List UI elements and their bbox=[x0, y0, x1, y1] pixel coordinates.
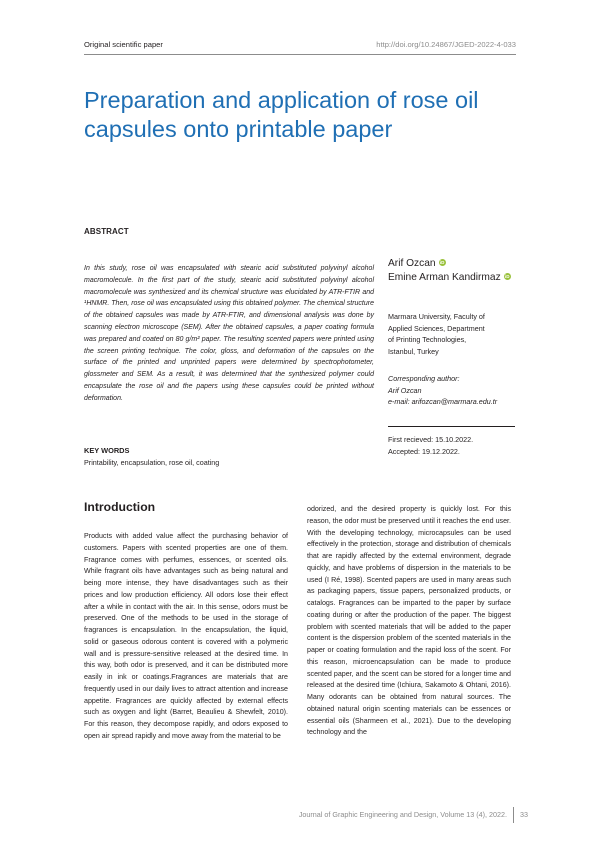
dates-divider bbox=[388, 426, 515, 427]
corresponding-email[interactable]: e-mail: arifozcan@marmara.edu.tr bbox=[388, 397, 498, 407]
introduction-column-1 bbox=[84, 531, 288, 743]
article-category: Original scientific paper bbox=[84, 40, 163, 49]
affiliation-line: Istanbul, Turkey bbox=[388, 347, 439, 357]
keywords-text: Printability, encapsulation, rose oil, coating bbox=[84, 458, 220, 467]
header-divider bbox=[84, 54, 516, 55]
affiliation-line: Marmara University, Faculty of bbox=[388, 312, 485, 321]
author-2-name: Emine Arman Kandirmaz bbox=[388, 272, 501, 283]
keywords-heading: KEY WORDS bbox=[84, 446, 130, 455]
abstract-text: In this study, rose oil was encapsulated with stearic acid substituted polyvinyl alcohol macromolecule. In the first part of the study, stearic acid substituted polyvinyl alcohol macromolecule was synthesized and its chemical structure was elucidated by ATR-FTIR and ¹HNMR. Then, rose oil was encapsulated using this obtained polymer. The chemical structure of the obtained capsules was made by ATR-FTIR, and dimensional analysis was done by scanning electron microscope (SEM). After the obtained capsules, a paper coating formula was prepared and coated on 80 g/m² paper. The resulting scented papers were printed using the screen printing technique. The color, gloss, and deformation of the capsules on the surface of the printed and unprinted papers were determined by spectrophotometer, glossmeter and SEM. As a result, it was determined that the synthesized polymer could encapsulate the rose oil and the papers using these capsules could be printed without deformation. bbox=[84, 265, 374, 402]
page-number: 33 bbox=[520, 810, 528, 819]
orcid-icon[interactable]: iD bbox=[504, 274, 510, 279]
corresponding-label: Corresponding author: bbox=[388, 374, 460, 383]
introduction-column-2 bbox=[307, 504, 511, 739]
affiliation-line: Applied Sciences, Department bbox=[388, 323, 485, 333]
author-1 bbox=[388, 258, 446, 269]
orcid-icon[interactable]: iD bbox=[439, 260, 445, 265]
article-dates bbox=[388, 434, 473, 457]
affiliation-line: of Printing Technologies, bbox=[388, 335, 467, 345]
doi-link[interactable]: http://doi.org/10.24867/JGED-2022-4-033 bbox=[376, 40, 516, 49]
author-2 bbox=[388, 272, 511, 283]
paper-title: Preparation and application of rose oil capsules onto printable paper bbox=[84, 87, 479, 142]
body-paragraph: odorized, and the desired property is quickly lost. For this reason, the odor must be preserved until it reaches the end user. With the developing technology, microcapsules can be used effectively in the protection, storage and distribution of chemicals that are rapidly affected by the external environment, degrade quickly, and have problems of dispersion in the materials to be used (I Ré, 1998). Scented papers are used in many areas such as packaging papers, tissue papers, personalized products, or catalogs. Fragrances can be imparted to the paper by surface coating during or after the production of the paper. The biggest problem with scented materials that will be added to the paper content is the dispersion problem of the scented materials in the paper or coating formulation and the rapid loss of the scent. For this reason, microencapsulation can be made to produce scented paper, and the scent can be stored for a longer time and released at the desired time (Ichiura, Sakamoto & Ohtani, 2016). Many odorants can be obtained from natural sources. The obtained natural origin scenting materials can be essences or essential oils (Sharmeen et al., 2021). Due to the developing technology and the bbox=[307, 505, 511, 737]
footer-divider bbox=[513, 807, 514, 823]
accepted-date: Accepted: 19.12.2022. bbox=[388, 446, 460, 456]
corresponding-name: Arif Ozcan bbox=[388, 385, 422, 395]
body-paragraph: Products with added value affect the purchasing behavior of customers. Papers with scented properties are one of them. Fragrance comes with perfumes, essences, or scented oils. While fragrant oils have advantages such as being natural and being more intense, they have disadvantages such as their prices and low production efficiency. All odors lose their effect after a while in contact with the air. In this sense, odors must be preserved. One of the methods to be used in the storage of fragrances is encapsulation. In the encapsulation, the liquid, solid or gaseous odorous content is covered with a polymeric wall and is pressure-sensitive released at the desired time. In this way, both odor is preserved, and it can be distributed more easily in ink or coatings.Fragrances are materials that are frequently used in our daily lives to attract attention and increase appetite. Fragrances are quickly affected by external effects such as oxygen and light (Barret, Beaulieu & Shewfelt, 2010). For this reason, they decompose rapidly, and odors exposed to open air spread rapidly and move away from the material to be bbox=[84, 532, 288, 740]
introduction-heading: Introduction bbox=[84, 500, 156, 514]
author-1-name: Arif Ozcan bbox=[388, 258, 436, 269]
corresponding-author bbox=[388, 373, 528, 408]
received-date: First recieved: 15.10.2022. bbox=[388, 435, 474, 444]
affiliation bbox=[388, 311, 518, 358]
journal-footer: Journal of Graphic Engineering and Design, Volume 13 (4), 2022. bbox=[298, 810, 507, 819]
abstract-heading: ABSTRACT bbox=[84, 227, 129, 236]
